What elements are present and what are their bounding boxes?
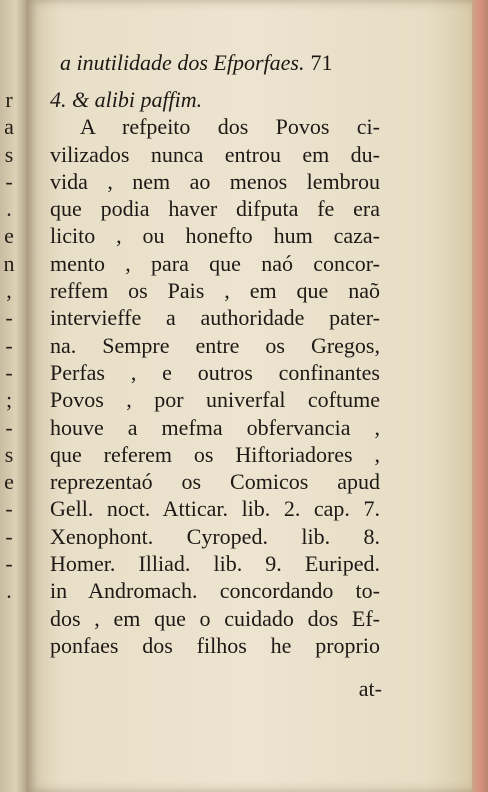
margin-char: e (4, 469, 14, 495)
margin-char: - (5, 523, 13, 549)
text-line: dos , em que o cuidado dos Ef- (50, 605, 380, 631)
margin-char: - (5, 414, 13, 440)
margin-char: . (6, 578, 12, 604)
text-line: houve a mefma obfervancia , (50, 414, 380, 440)
margin-char: - (5, 168, 13, 194)
previous-page-margin-text (0, 86, 18, 605)
margin-char: - (5, 332, 13, 358)
text-line: Povos , por univerfal coftume (50, 387, 380, 413)
text-line: intervieffe a authoridade pater- (50, 305, 380, 331)
text-line: reffem os Pais , em que naõ (50, 278, 380, 304)
text-line: na. Sempre entre os Gregos, (50, 332, 380, 358)
margin-char: s (4, 141, 14, 167)
text-line: vilizados nunca entrou em du- (50, 141, 380, 167)
text-line: in Andromach. concordando to- (50, 578, 380, 604)
margin-char: - (5, 496, 13, 522)
body-text (50, 86, 380, 659)
text-line: A refpeito dos Povos ci- (80, 114, 380, 140)
margin-char: n (3, 250, 15, 276)
previous-page-edge (0, 0, 26, 792)
text-line: 4. & alibi paffim. (50, 87, 203, 112)
text-line: vida , nem ao menos lembrou (50, 168, 380, 194)
margin-char: r (5, 87, 13, 112)
text-line: mento , para que naó concor- (50, 250, 380, 276)
text-line: ponfaes dos filhos he proprio (50, 632, 380, 658)
text-line: licito , ou honefto hum caza- (50, 223, 380, 249)
page-number: 71 (310, 50, 333, 75)
running-header (60, 50, 380, 76)
running-title: a inutilidade dos Efporfaes. (60, 50, 305, 75)
text-line: Gell. noct. Atticar. lib. 2. cap. 7. (50, 496, 380, 522)
margin-char: . (6, 196, 12, 222)
text-line: que podia haver difputa fe era (50, 196, 380, 222)
margin-char: a (4, 114, 14, 140)
margin-char: - (5, 305, 13, 331)
margin-char: - (5, 359, 13, 385)
margin-char: ; (5, 387, 13, 413)
margin-char: s (4, 441, 14, 467)
text-line: que referem os Hiftoriadores , (50, 441, 380, 467)
catchword: at- (358, 676, 382, 701)
margin-char: e (4, 223, 14, 249)
text-line: reprezentaó os Comicos apud (50, 469, 380, 495)
text-line: Xenophont. Cyroped. lib. 8. (50, 523, 380, 549)
page-edge (472, 0, 488, 792)
text-line: Homer. Illiad. lib. 9. Euriped. (50, 551, 380, 577)
margin-char: , (6, 278, 12, 304)
text-line: Perfas , e outros confinantes (50, 359, 380, 385)
margin-char: - (5, 551, 13, 577)
